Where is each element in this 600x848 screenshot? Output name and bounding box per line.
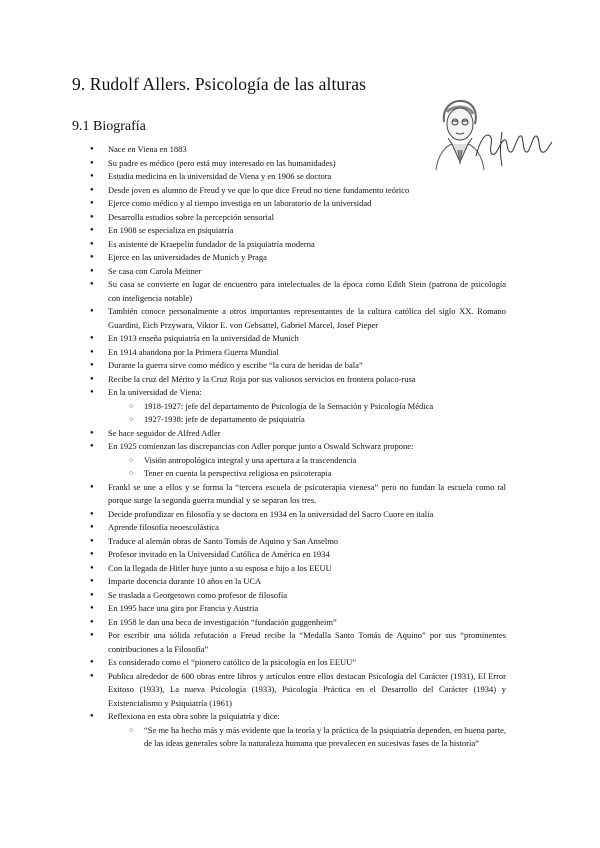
sublist-item: ○ Visión antropológica integral y una apertura a la trascendencia xyxy=(108,454,506,468)
list-item: ● Desde joven es alumno de Freud y ve que lo que dice Freud no tiene fundamento teórico xyxy=(0,184,600,198)
list-item-discrepancies xyxy=(0,440,600,481)
sublist-item: ○ 1927-1938: jefe de departamento de psiquiatría xyxy=(108,413,506,427)
vienna-sublist xyxy=(108,400,506,427)
list-item: ● Con la llegada de Hitler huye junto a su esposa e hijo a los EEUU xyxy=(0,562,600,576)
list-item: ● Ejerce en las universidades de Munich y Praga xyxy=(0,251,600,265)
list-item: ● Desarrolla estudios sobre la percepción sensorial xyxy=(0,211,600,225)
page-title: 9. Rudolf Allers. Psicología de las alturas xyxy=(72,74,366,94)
list-item-reflection xyxy=(0,710,600,751)
quote-sublist xyxy=(108,724,506,751)
list-item-text: En la universidad de Viena: xyxy=(108,387,202,397)
list-item: ● Aprende filosofía neoescolástica xyxy=(0,521,600,535)
list-item: ● Nace en Viena en 1883 xyxy=(0,143,600,157)
list-item: ● Se casa con Carola Meitner xyxy=(0,265,600,279)
list-item: ● Es considerado como el “pionero católico de la psicología en los EEUU” xyxy=(0,656,600,670)
list-item: ● Estudia medicina en la universidad de Viena y en 1906 se doctora xyxy=(0,170,600,184)
list-item: ● Es asistente de Kraepelin fundador de la psiquiatría moderna xyxy=(0,238,600,252)
list-item: ● También conoce personalmente a otros importantes representantes de la cultura católica del siglo XX. Romano Guardini, Eich Przywara, Viktor E. von Gebsattel, Gabriel Marcel, Josef Pieper xyxy=(0,305,600,332)
list-item: ● En 1958 le dan una beca de investigación “fundación guggenheim” xyxy=(0,616,600,630)
list-item: ● Frankl se une a ellos y se forma la “tercera escuela de psicoterapia vienesa” pero no fundan la escuela como tal porque surge la segunda guerra mundial y se separan los tres. xyxy=(0,481,600,508)
list-item: ● Se traslada a Georgetown como profesor de filosofía xyxy=(0,589,600,603)
sublist-item: ○ Tener en cuenta la perspectiva religiosa en psicoterapia xyxy=(108,467,506,481)
list-item: ● Se hace seguidor de Alfred Adler xyxy=(0,427,600,441)
sublist-item: ○ 1918-1927: jefe del departamento de Psicología de la Sensación y Psicología Médica xyxy=(108,400,506,414)
list-item: ● Por escribir una sólida refutación a Freud recibe la “Medalla Santo Tomás de Aquino” por sus “prominentes contribuciones a la Filosofía” xyxy=(0,629,600,656)
list-item: ● Ejerce como médico y al tiempo investiga en un laboratorio de la universidad xyxy=(0,197,600,211)
sublist-item-quote: ○ “Se me ha hecho más y más evidente que la teoría y la práctica de la psiquiatría dependen, en buena parte, de las ideas generales sobre la naturaleza humana que prevalecen en sucesivas fases de la historia” xyxy=(108,724,506,751)
list-item: ● En 1913 enseña psiquiatría en la universidad de Munich xyxy=(0,332,600,346)
list-item: ● Recibe la cruz del Mérito y la Cruz Roja por sus valiosos servicios en frontera polaco-rusa xyxy=(0,373,600,387)
list-item-vienna xyxy=(0,386,600,427)
schwarz-sublist xyxy=(108,454,506,481)
list-item: ● En 1914 abandona por la Primera Guerra Mundial xyxy=(0,346,600,360)
list-item: ● Publica alrededor de 600 obras entre libros y artículos entre ellos destacan Psicología del Carácter (1931), El Error Exitoso (1933), La nueva Psicología (1933), Psicología Práctica en el Desarrollo del Carácter (1934) y Existencialismo y Psiquiatría (1961) xyxy=(0,670,600,711)
list-item: ● Traduce al alemán obras de Santo Tomás de Aquino y San Anselmo xyxy=(0,535,600,549)
list-item-text: Reflexiona en esta obra sobre la psiquiatría y dice: xyxy=(108,711,280,721)
list-item: ● Imparte docencia durante 10 años en la UCA xyxy=(0,575,600,589)
list-item: ● Durante la guerra sirve como médico y escribe “la cura de heridas de bala” xyxy=(0,359,600,373)
list-item: ● Su casa se convierte en lugar de encuentro para intelectuales de la época como Edith Stein (patrona de psicología con inteligencia notable) xyxy=(0,278,600,305)
list-item: ● En 1995 hace una gira por Francia y Austria xyxy=(0,602,600,616)
biography-list xyxy=(0,143,600,751)
list-item: ● En 1908 se especializa en psiquiatría xyxy=(0,224,600,238)
list-item-text: En 1925 comienzan las discrepancias con Adler porque junto a Oswald Schwarz propone: xyxy=(108,441,414,451)
section-heading: 9.1 Biografía xyxy=(72,119,146,134)
list-item: ● Profesor invitado en la Universidad Católica de América en 1934 xyxy=(0,548,600,562)
list-item: ● Decide profundizar en filosofía y se doctora en 1934 en la universidad del Sacro Cuore en italia xyxy=(0,508,600,522)
list-item: ● Su padre es médico (pero está muy interesado en las humanidades) xyxy=(0,157,600,171)
